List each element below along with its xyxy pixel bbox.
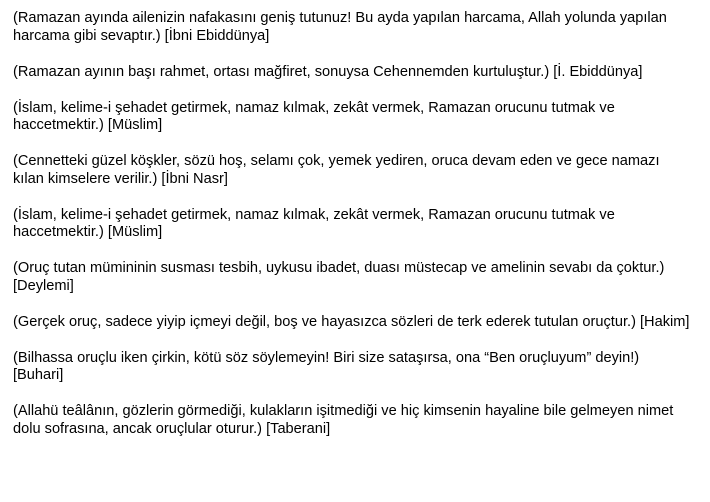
hadith-paragraph-7: (Gerçek oruç, sadece yiyip içmeyi değil, boş ve hayasızca sözleri de terk ederek tutulan oruçtur.) [Hakim] [13,313,690,330]
hadith-paragraph-5: (İslam, kelime-i şehadet getirmek, namaz kılmak, zekât vermek, Ramazan orucunu tutmak ve haccetmektir.) [Müslim] [13,206,615,240]
hadith-paragraph-4: (Cennetteki güzel köşkler, sözü hoş, selamı çok, yemek yediren, oruca devam eden ve gece namazı kılan kimselere verilir.) [İbni Nasr] [13,153,660,187]
hadith-paragraph-8: (Bilhassa oruçlu iken çirkin, kötü söz söylemeyin! Biri size sataşırsa, ona “Ben oruçluyum” deyin!) [Buhari] [13,349,640,383]
hadith-paragraph-2: (Ramazan ayının başı rahmet, ortası mağfiret, sonuysa Cehennemden kurtuluştur.) [İ. Ebiddünya] [13,63,643,80]
hadith-paragraph-9: (Allahü teâlânın, gözlerin görmediği, kulakların işitmediği ve hiç kimsenin hayaline bile gelmeyen nimet dolu sofrasına, ancak oruçlular oturur.) [Taberani] [13,403,674,437]
hadith-paragraph-6: (Oruç tutan mümininin susması tesbih, uykusu ibadet, duası müstecap ve amelinin sevabı da çoktur.) [Deylemi] [13,260,665,294]
hadith-paragraph-3: (İslam, kelime-i şehadet getirmek, namaz kılmak, zekât vermek, Ramazan orucunu tutmak ve haccetmektir.) [Müslim] [13,99,615,133]
hadith-paragraph-1: (Ramazan ayında ailenizin nafakasını geniş tutunuz! Bu ayda yapılan harcama, Allah yolunda yapılan harcama gibi sevaptır.) [İbni Ebiddünya] [13,10,667,44]
document-body [13,10,693,457]
